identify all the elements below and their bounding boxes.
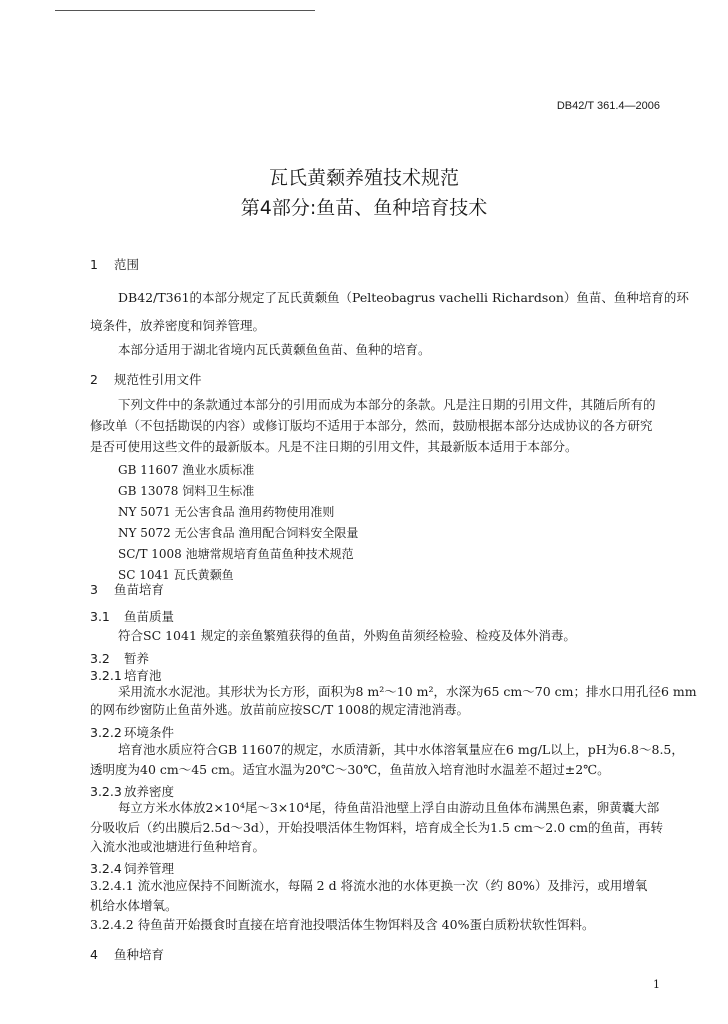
section-number: 3.2.3 (90, 784, 122, 799)
reference-item: NY 5071 无公害食品 渔用药物使用准则 (118, 505, 335, 519)
section-2-heading (90, 370, 202, 388)
paragraph-line: 培育池水质应符合GB 11607的规定，水质清新，其中水体溶氧量应在6 mg/L以上，pH为6.8～8.5， (118, 742, 684, 757)
paragraph-line: 本部分适用于湖北省境内瓦氏黄颡鱼鱼苗、鱼种的培育。 (118, 342, 431, 357)
section-number: 2 (90, 372, 98, 387)
paragraph-line: 分吸收后（约出膜后2.5d～3d），开始投喂活体生物饵料，培育成全长为1.5 cm～2.0 cm的鱼苗，再转 (90, 820, 663, 835)
paragraph-line: 是否可使用这些文件的最新版本。凡是不注日期的引用文件，其最新版本适用于本部分。 (90, 439, 578, 454)
section-number: 3.2.2 (90, 725, 122, 740)
reference-item: GB 13078 饲料卫生标准 (118, 484, 255, 498)
section-4-heading (90, 945, 164, 963)
section-number: 1 (90, 257, 98, 272)
subsection-3-2-1-heading (90, 666, 162, 684)
document-title: 瓦氏黄颡养殖技术规范 (268, 167, 459, 189)
page-number: 1 (653, 978, 660, 991)
section-number: 4 (90, 947, 98, 962)
section-number: 3 (90, 582, 98, 597)
subsection-3-2-heading (90, 649, 149, 667)
paragraph-line: 的网布纱窗防止鱼苗外逃。放苗前应按SC/T 1008的规定清池消毒。 (90, 702, 469, 717)
paragraph-line: 境条件，放养密度和饲养管理。 (90, 318, 266, 333)
reference-item: SC/T 1008 池塘常规培育鱼苗鱼种技术规范 (118, 547, 354, 561)
top-rule (55, 10, 315, 11)
reference-item: SC 1041 瓦氏黄颡鱼 (118, 568, 234, 582)
subsection-3-1-heading (90, 607, 174, 625)
paragraph-line: 符合SC 1041 规定的亲鱼繁殖获得的鱼苗，外购鱼苗须经检验、检疫及体外消毒。 (118, 628, 576, 643)
section-title: 暂养 (124, 651, 150, 666)
section-number: 3.2.4 (90, 861, 122, 876)
section-title: 鱼苗培育 (114, 582, 165, 597)
paragraph-line: 入流水池或池塘进行鱼种培育。 (90, 839, 266, 854)
section-title: 放养密度 (124, 784, 175, 799)
section-3-heading (90, 580, 164, 598)
paragraph-line: 每立方米水体放2×10⁴尾～3×10⁴尾，待鱼苗沿池壁上浮自由游动且鱼体布满黑色素，卵黄囊大部 (118, 800, 660, 815)
section-number: 3.1 (90, 609, 110, 624)
section-title: 规范性引用文件 (114, 372, 202, 387)
section-title: 范围 (114, 257, 140, 272)
section-title: 鱼种培育 (114, 947, 165, 962)
reference-item: GB 11607 渔业水质标准 (118, 463, 255, 477)
document-number: DB42/T 361.4—2006 (556, 100, 660, 112)
subsection-3-2-2-heading (90, 723, 174, 741)
paragraph-line: 3.2.4.1 流水池应保持不间断流水，每隔 2 d 将流水池的水体更换一次（约 80%）及排污，或用增氧 (90, 878, 648, 893)
paragraph-line: 透明度为40 cm～45 cm。适宜水温为20℃～30℃，鱼苗放入培育池时水温差不超过±2℃。 (90, 762, 610, 777)
paragraph-line: 机给水体增氧。 (90, 898, 178, 913)
subsection-3-2-4-heading (90, 859, 174, 877)
section-title: 培育池 (124, 668, 162, 683)
section-1-heading (90, 255, 139, 273)
paragraph-line: 下列文件中的条款通过本部分的引用而成为本部分的条款。凡是注日期的引用文件，其随后所有的 (118, 397, 656, 412)
paragraph-line: DB42/T361的本部分规定了瓦氏黄颡鱼（Pelteobagrus vachelli Richardson）鱼苗、鱼种培育的环 (118, 290, 689, 305)
reference-item: NY 5072 无公害食品 渔用配合饲料安全限量 (118, 526, 359, 540)
section-number: 3.2.1 (90, 668, 122, 683)
section-title: 饲养管理 (124, 861, 175, 876)
section-title: 鱼苗质量 (124, 609, 175, 624)
document-subtitle: 第4部分:鱼苗、鱼种培育技术 (240, 197, 488, 219)
section-title: 环境条件 (124, 725, 175, 740)
paragraph-line: 3.2.4.2 待鱼苗开始摄食时直接在培育池投喂活体生物饵料及含 40%蛋白质粉状软性饵料。 (90, 917, 595, 932)
section-number: 3.2 (90, 651, 110, 666)
paragraph-line: 采用流水水泥池。其形状为长方形，面积为8 m²～10 m²，水深为65 cm～70 cm；排水口用孔径6 mm (118, 684, 697, 699)
subsection-3-2-3-heading (90, 782, 174, 800)
paragraph-line: 修改单（不包括勘误的内容）或修订版均不适用于本部分，然而，鼓励根据本部分达成协议的各方研究 (90, 418, 653, 433)
